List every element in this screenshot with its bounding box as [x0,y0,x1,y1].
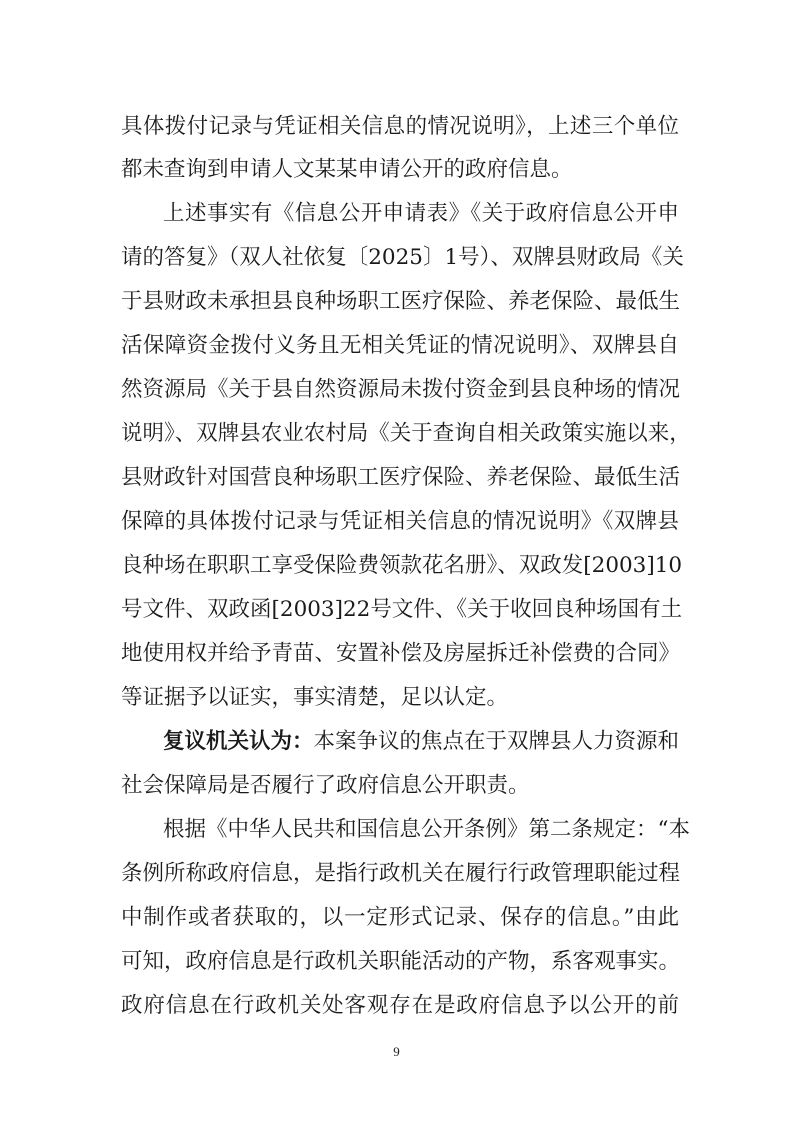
paragraph-4-line-2: 条例所称政府信息，是指行政机关在履行行政管理职能过程 [121,861,681,886]
paragraph-3-line-1-text: 本案争议的焦点在于双牌县人力资源和 [313,729,680,754]
paragraph-4-line-1: 根据《中华人民共和国信息公开条例》第二条规定：“本 [163,817,690,842]
paragraph-3-bold-lead: 复议机关认为： [163,729,314,754]
paragraph-4-line-4: 可知，政府信息是行政机关职能活动的产物，系客观事实。 [121,949,681,974]
paragraph-4-line-5: 政府信息在行政机关处客观存在是政府信息予以公开的前 [121,993,679,1018]
paragraph-2-line-9: 良种场在职职工享受保险费领款花名册》、双政发[2003]10 [121,553,683,578]
paragraph-2-line-5: 然资源局《关于县自然资源局未拨付资金到县良种场的情况 [121,377,681,402]
paragraph-3-line-1 [163,722,679,762]
paragraph-2-line-2: 请的答复》（双人社依复〔2025〕1号）、双牌县财政局《关 [121,245,684,270]
paragraph-2-line-4: 活保障资金拨付义务且无相关凭证的情况说明》、双牌县自 [121,333,679,358]
paragraph-2-line-7: 县财政针对国营良种场职工医疗保险、养老保险、最低生活 [121,465,681,490]
paragraph-2-line-1: 上述事实有《信息公开申请表》《关于政府信息公开申 [163,201,679,226]
paragraph-2-line-12: 等证据予以证实，事实清楚，足以认定。 [121,685,509,710]
paragraph-2-line-10: 号文件、双政函[2003]22号文件、《关于收回良种场国有土 [121,597,683,622]
paragraph-2-line-11: 地使用权并给予青苗、安置补偿及房屋拆迁补偿费的合同》 [121,641,681,666]
paragraph-1-line-1: 具体拨付记录与凭证相关信息的情况说明》，上述三个单位 [121,114,679,139]
paragraph-1-line-2: 都未查询到申请人文某某申请公开的政府信息。 [121,157,573,182]
paragraph-3-line-2: 社会保障局是否履行了政府信息公开职责。 [121,773,530,798]
paragraph-4-line-3: 中制作或者获取的，以一定形式记录、保存的信息。”由此 [121,905,679,930]
page-number: 9 [393,1044,400,1059]
paragraph-2-line-3: 于县财政未承担县良种场职工医疗保险、养老保险、最低生 [121,289,681,314]
paragraph-2-line-6: 说明》、双牌县农业农村局《关于查询自相关政策实施以来， [121,421,691,446]
paragraph-2-line-8: 保障的具体拨付记录与凭证相关信息的情况说明》《双牌县 [121,509,679,534]
